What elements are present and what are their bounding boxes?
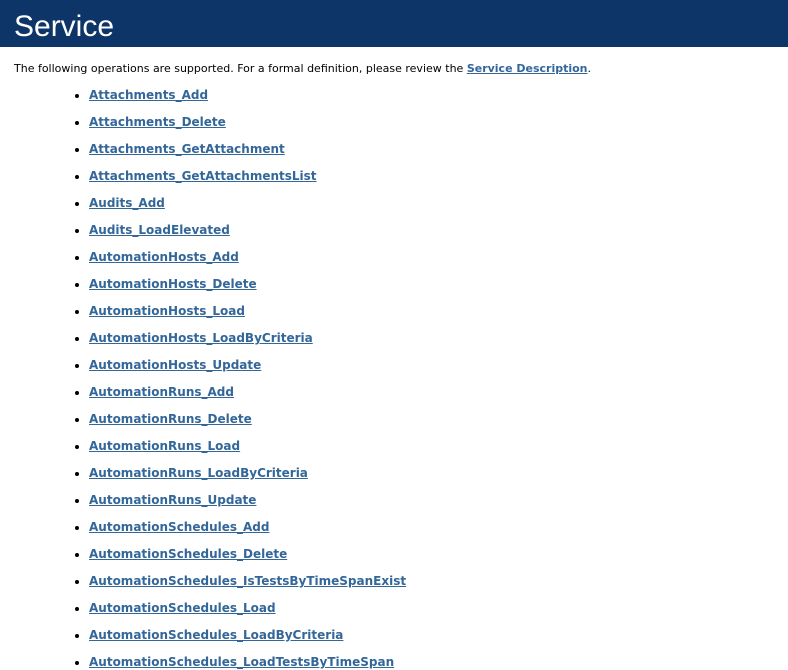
operation-link[interactable]: AutomationHosts_LoadByCriteria [89, 331, 313, 345]
list-item [89, 331, 774, 346]
list-item [89, 250, 774, 265]
operation-link[interactable]: AutomationRuns_Load [89, 439, 241, 453]
operations-list [14, 88, 774, 670]
operation-link[interactable]: AutomationSchedules_LoadByCriteria [89, 628, 344, 642]
operation-link[interactable]: AutomationRuns_Delete [89, 412, 252, 426]
service-description-link[interactable]: Service Description [466, 62, 588, 75]
operation-link[interactable]: AutomationHosts_Delete [89, 277, 257, 291]
operation-link[interactable]: AutomationSchedules_Add [89, 520, 270, 534]
operation-link[interactable]: Attachments_Delete [89, 115, 226, 129]
operation-link[interactable]: AutomationHosts_Load [89, 304, 245, 318]
operation-link[interactable]: AutomationHosts_Update [89, 358, 262, 372]
list-item [89, 655, 774, 670]
operation-link[interactable]: AutomationRuns_Update [89, 493, 257, 507]
intro-before-link: The following operations are supported. For a formal definition, please review the [14, 62, 467, 75]
list-item [89, 574, 774, 589]
list-item [89, 601, 774, 616]
operation-link[interactable]: Attachments_Add [89, 88, 209, 102]
list-item [89, 88, 774, 103]
list-item [89, 196, 774, 211]
list-item [89, 466, 774, 481]
operation-link[interactable]: AutomationRuns_Add [89, 385, 234, 399]
intro-text [14, 62, 774, 76]
list-item [89, 169, 774, 184]
operation-link[interactable]: Audits_Add [89, 196, 165, 210]
operation-link[interactable]: AutomationSchedules_Delete [89, 547, 288, 561]
operation-link[interactable]: AutomationSchedules_Load [89, 601, 276, 615]
list-item [89, 385, 774, 400]
page-title: Service [14, 10, 115, 43]
operation-link[interactable]: Attachments_GetAttachmentsList [89, 169, 317, 183]
list-item [89, 223, 774, 238]
operation-link[interactable]: AutomationHosts_Add [89, 250, 239, 264]
operation-link[interactable]: Audits_LoadElevated [89, 223, 230, 237]
list-item [89, 547, 774, 562]
page-header [0, 0, 788, 47]
list-item [89, 142, 774, 157]
content-area [0, 47, 788, 670]
list-item [89, 439, 774, 454]
list-item [89, 358, 774, 373]
operation-link[interactable]: AutomationRuns_LoadByCriteria [89, 466, 308, 480]
list-item [89, 412, 774, 427]
list-item [89, 493, 774, 508]
list-item [89, 277, 774, 292]
operation-link[interactable]: Attachments_GetAttachment [89, 142, 285, 156]
list-item [89, 520, 774, 535]
operation-link[interactable]: AutomationSchedules_LoadTestsByTimeSpan [89, 655, 395, 669]
operation-link[interactable]: AutomationSchedules_IsTestsByTimeSpanExist [89, 574, 407, 588]
list-item [89, 628, 774, 643]
list-item [89, 304, 774, 319]
intro-after-link: . [587, 62, 592, 75]
list-item [89, 115, 774, 130]
